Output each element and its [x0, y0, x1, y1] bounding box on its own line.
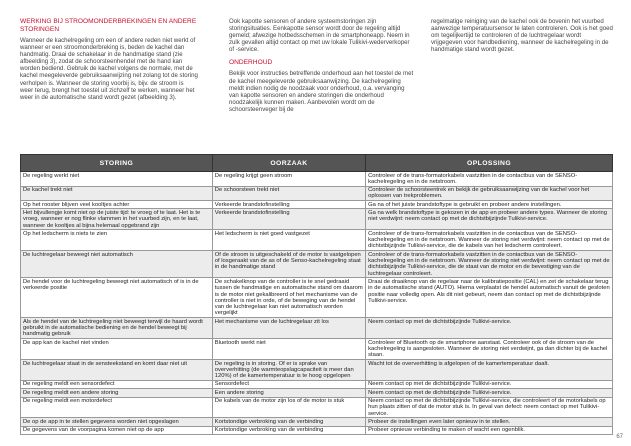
header-storing: STORING	[21, 155, 213, 172]
cell-oplossing: Probeer opnieuw verbinding te maken of wacht een ogenblik.	[366, 426, 613, 434]
page-number: 67	[616, 434, 623, 440]
cell-oplossing: Neem contact op met de dichtstbijzijnde Tulikivi-service, die controleert of de motorkabels op hun plaats zitten of dat de motor stuk is. In geval van defect: neem contact op met Tulikivi-service.	[366, 397, 613, 418]
cell-storing: De luchtregelaar staat in de sensteekstand en komt daar niet uit	[21, 360, 213, 381]
intro-column-2	[229, 18, 415, 115]
header-oplossing: OPLOSSING	[366, 155, 613, 172]
cell-oplossing: Controleer of de trans-formatorkabels vastzitten in de contactbus van de SENSO-kachelregeling en in de netstroom. Wanneer de storing niet verdwijnt: neem contact op met de dichtstbijzijnde Tulikivi-service, die de kabels van het ledscherm controleert.	[366, 230, 613, 251]
cell-oplossing: Neem contact op met de dichtstbijzijnde Tulikivi-service.	[366, 380, 613, 388]
cell-oorzaak: Verkeerde brandstofinstelling	[212, 209, 365, 230]
cell-oorzaak: Of de stroom is uitgeschakeld of de motor is vastgelopen of losgeraakt van de as of de Senso-kachelregeling staat in de handmatige stand	[212, 251, 365, 278]
malfunctions-paragraph: Wanneer de kachelregeling om een of andere reden niet werkt of wanneer er een stroomonderbreking is, beden de kachel dan handmatig. Draai de schakelaar in de handmatige stand (zie afbeelding 3), zodat de schoorsteenhendel met de hand kan worden bediend. Gebruik de kachel volgens de normale, met de kachel meegeleverde gebruiksaanwijzing net zolang tot de storing verholpen is. Wanneer de storing voorbij is, bijv. de stroom is weer terug, brengt het toestel uit zichzelf te werken, wanneer het weer in de automatische stand wordt gezet (afbeelding 3).	[20, 37, 198, 101]
cell-oorzaak: De kabels van de motor zijn los of de motor is stuk	[212, 397, 365, 418]
cell-oplossing: Draai de draaiknop van de regelaar naar de kalibratiepositie (CAL) en zet de schakelaar terug in de automatische stand (AUTO). Hierna verplaatst de hendel automatisch vanuit de gesloten positie naar volledig open. Als dit niet gebeurt, neem dan contact op met de dichtstbijzijnde Tulikivi-service.	[366, 278, 613, 318]
cell-storing: De regeling meldt een sensordefect	[21, 380, 213, 388]
cell-storing: Op het rooster blijven veel kooltjes achter	[21, 201, 213, 209]
cell-oorzaak: De regeling krijgt geen stroom	[212, 172, 365, 187]
table-header-row	[21, 155, 613, 172]
cell-oplossing: Probeer de instellingen even later opnieuw in te stellen.	[366, 418, 613, 426]
header-oorzaak: OORZAAK	[212, 155, 365, 172]
table-row	[21, 389, 613, 397]
table-row	[21, 360, 613, 381]
cleaning-paragraph: regelmatige reiniging van de kachel ook de bovenin het vuurbed aanwezige temperatuursensor te laten controleren. Ook is het goed om tegelijkertijd te controleren of de luchtregelaar wordt vrijgegeven voor handbediening, wanneer de kachelregeling in de handmatige stand wordt gezet.	[431, 18, 613, 54]
troubleshooting-table-container	[20, 154, 613, 435]
cell-storing: De regeling meldt een andere storing	[21, 389, 213, 397]
cell-storing: De hendel voor de luchtregeling beweegt niet automatisch of is in de verkeerde positie	[21, 278, 213, 318]
maintenance-paragraph: Bekijk voor instructies betreffende onderhoud aan het toestel de met de kachel meegeleverde gebruiksaanwijzing. De kachelregeling meldt indien nodig de noodzaak voor onderhoud, o.a. vervanging van kapotte sensoren en andere storingen die onderhoud noodzakelijk kunnen maken. Aanbevolen wordt om de schoorsteenveger bij de	[229, 70, 414, 113]
cell-storing: De kachel trekt niet	[21, 186, 213, 201]
table-row	[21, 380, 613, 388]
cell-oorzaak: De schoorsteen trekt niet	[212, 186, 365, 201]
intro-column-1	[20, 18, 198, 103]
cell-oorzaak: Kortstondige verbroking van de verbinding	[212, 426, 365, 434]
cell-oplossing: Controleer of de trans-formatorkabels vastzitten in de contactbus van de SENSO-kachelregeling en in de netstroom.	[366, 172, 613, 187]
cell-storing: Het bijvullengje komt niet op de juiste tijd: te vroeg of te laat. Het is te vroeg, wanneer er nog flinke vlammen in het vuurbed zijn, en te laat, wanneer de kooltjes al bijna helemaal opgebrand zijn	[21, 209, 213, 230]
cell-oorzaak: De schakelknop van de controller is te snel gedraaid tussen de handmatige en automatische stand om daarom is de motor niet gekalibreerd of het mechanisme van de controller is niet in orde, of de beweging van de hendel van de luchtregelaar kan niet automatisch worden vergelijkt	[212, 278, 365, 318]
cell-oorzaak: Een andere storing	[212, 389, 365, 397]
sensor-paragraph: Ook kapotte sensoren of andere systeemstoringen zijn storingsituaties. Eenkapotte sensor wordt door de regeling altijd gemeld; afwezige hotbedsschemen in de smartphoneapp. Neem in zulk gevallen altijd contact op met uw lokale Tulikivi-wederverkoper of -service.	[229, 18, 410, 54]
cell-oorzaak: Verkeerde brandstofinstelling	[212, 201, 365, 209]
table-row	[21, 318, 613, 339]
cell-storing: De regeling werkt niet	[21, 172, 213, 187]
cell-oorzaak: Sensordefect	[212, 380, 365, 388]
table-row	[21, 172, 613, 187]
cell-oorzaak: Bluetooth werkt niet	[212, 339, 365, 360]
table-row	[21, 230, 613, 251]
cell-oorzaak: Het mechanisme van de luchtregelaar zit los	[212, 318, 365, 339]
cell-storing: De luchtregelaar beweegt niet automatisch	[21, 251, 213, 278]
table-row	[21, 209, 613, 230]
cell-oplossing: Neem contact op met de dichtstbijzijnde Tulikivi-service.	[366, 389, 613, 397]
table-row	[21, 339, 613, 360]
cell-oplossing: Controleer of de trans-formatorkabels vastzitten in de contactbus van de SENSO-kachelregeling en in de netstroom. Wanneer de storing niet verdwijnt: neem contact op met de dichtstbijzijnde Tulikivi-service, die de staat van de motor en de bevestiging van de luchtregelaar controleert.	[366, 251, 613, 278]
cell-oplossing: Wacht tot de oververhitting is afgelopen of de kamertemperatuur daalt.	[366, 360, 613, 381]
cell-oorzaak: De regeling is in storing. Of er is sprake van oververhitting (de warmteopslagcapaciteit is meer dan 120%) of de kamertemperatuur is te hoog opgelopen	[212, 360, 365, 381]
table-row	[21, 397, 613, 418]
cell-oorzaak: Het ledscherm is niet goed vastgezet	[212, 230, 365, 251]
cell-oorzaak: Kortstondige verbroking van de verbinding	[212, 418, 365, 426]
section-heading-maintenance: ONDERHOUD	[229, 59, 273, 67]
cell-storing: De gegevens van de voorpagina komen niet op de app	[21, 426, 213, 434]
cell-storing: De regeling meldt een motordefect	[21, 397, 213, 418]
table-row	[21, 186, 613, 201]
intro-section	[20, 18, 613, 153]
table-row	[21, 201, 613, 209]
table-row	[21, 426, 613, 434]
cell-storing: De app kan de kachel niet vinden	[21, 339, 213, 360]
table-row	[21, 418, 613, 426]
cell-storing: Op het ledscherm is niets te zien	[21, 230, 213, 251]
table-row	[21, 251, 613, 278]
cell-oplossing: Neem contact op met de dichtstbijzijnde Tulikivi-service.	[366, 318, 613, 339]
table-row	[21, 278, 613, 318]
cell-storing: Als de hendel van de luchtregeling niet beweegt terwijl de haard wordt gebruikt in de automatische bediening en de hendel beweegt bij handmatig gebruik	[21, 318, 213, 339]
troubleshooting-table	[20, 154, 613, 435]
cell-oplossing: Ga na welk brandstoftype is gekozen in de app en probeer andere types. Wanneer de storing niet verdwijnt: neem contact op met de dichtstbijzijnde Tulikivi-service.	[366, 209, 613, 230]
cell-oplossing: Controleer de schoorsteentrek en bekijk de gebruiksaanwijzing van de kachel voor het oplossen van trekproblemen.	[366, 186, 613, 201]
intro-column-3	[431, 18, 613, 55]
section-heading-malfunctions: WERKING BIJ STROOMONDERBREKINGEN EN ANDERE STORINGEN	[20, 18, 197, 33]
cell-oplossing: Controleer of Bluetooth op de smartphone aanstaat. Controleer ook of de stroom van de kachelregeling is aangesloten. Wanneer de storing niet verdwijnt, ga dan dichter bij de kachel staan.	[366, 339, 613, 360]
cell-storing: De op de app in te stellen gegevens worden niet opgeslagen	[21, 418, 213, 426]
cell-oplossing: Ga na of het juiste brandstoftype is gebruikt en probeer andere instellingen.	[366, 201, 613, 209]
